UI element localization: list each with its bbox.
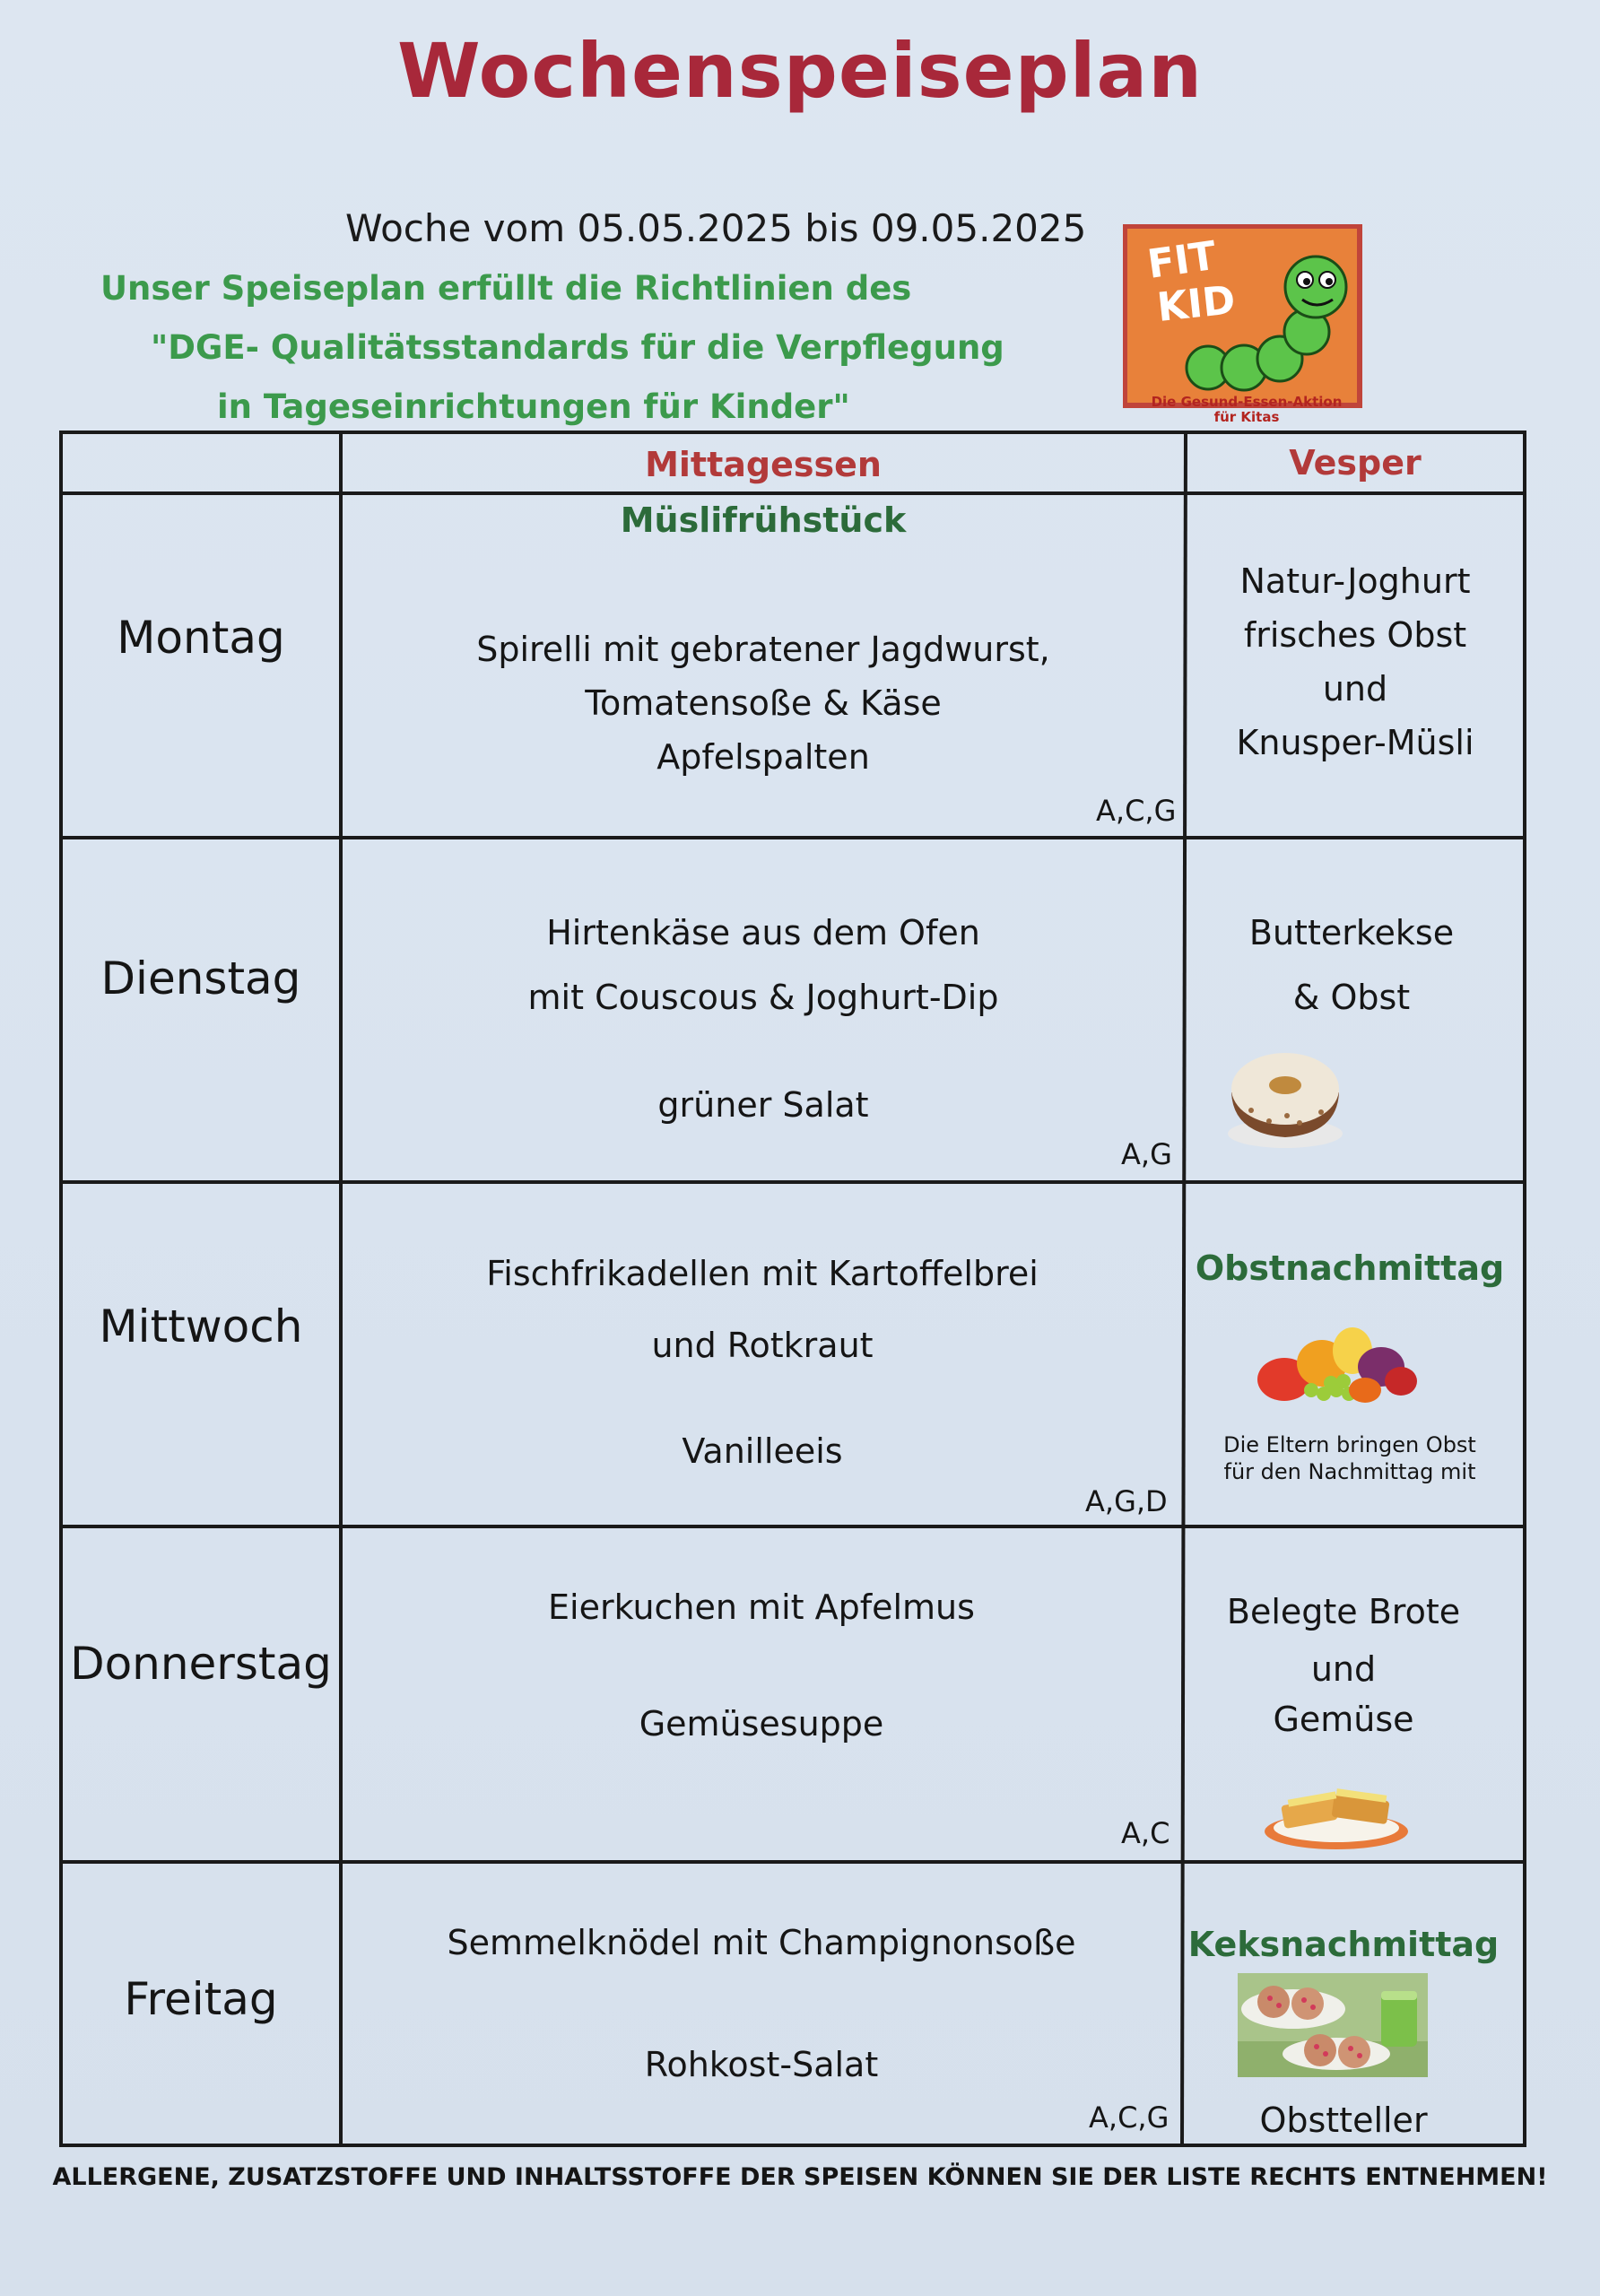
dge-line-2: "DGE- Qualitätsstandards für die Verpflegung xyxy=(151,328,1004,367)
dge-line-3: in Tageseinrichtungen für Kinder" xyxy=(217,387,850,426)
day-freitag: Freitag xyxy=(124,1973,278,2025)
vesper-montag: Natur-Joghurt frisches Obst und Knusper-Müsli xyxy=(1236,561,1474,762)
vesper-note-mittwoch: Die Eltern bringen Obst für den Nachmittag mit xyxy=(1223,1432,1476,1484)
cookies-milk-icon xyxy=(1238,1973,1428,2077)
vesper-title-mittwoch: Obstnachmittag xyxy=(1195,1248,1505,1288)
allergens-donnerstag: A,C xyxy=(1121,1816,1170,1850)
allergens-dienstag: A,G xyxy=(1121,1137,1172,1171)
vesper-title-freitag: Keksnachmittag xyxy=(1187,1925,1500,1964)
day-montag: Montag xyxy=(117,612,285,664)
dge-line-1: Unser Speiseplan erfüllt die Richtlinien des xyxy=(100,269,912,308)
logo-kid: KID xyxy=(1154,277,1238,331)
meal-montag: Spirelli mit gebratener Jagdwurst, Tomatensoße & Käse Apfelspalten xyxy=(476,630,1050,777)
day-dienstag: Dienstag xyxy=(100,952,301,1004)
allergens-freitag: A,C,G xyxy=(1089,2100,1170,2135)
vesper-freitag: Obstteller xyxy=(1259,2100,1428,2140)
fruit-pile-icon xyxy=(1248,1318,1421,1408)
column-header-mittagessen: Mittagessen xyxy=(645,445,882,484)
meal-freitag: Semmelknödel mit Champignonsoße Rohkost-Salat xyxy=(447,1923,1076,2084)
day-donnerstag: Donnerstag xyxy=(70,1638,332,1690)
logo-caption: Die Gesund-Essen-Aktion für Kitas xyxy=(1151,394,1343,425)
allergens-montag: A,C,G xyxy=(1096,794,1177,828)
page-title: Wochenspeiseplan xyxy=(397,27,1203,115)
allergen-footer-note: ALLERGENE, ZUSATZSTOFFE UND INHALTSSTOFFE DER SPEISEN KÖNNEN SIE DER LISTE RECHTS ENTNEHMEN! xyxy=(52,2163,1548,2191)
sandwich-plate-icon xyxy=(1261,1781,1412,1853)
vesper-donnerstag: Belegte Brote und Gemüse xyxy=(1226,1592,1461,1739)
week-range: Woche vom 05.05.2025 bis 09.05.2025 xyxy=(345,206,1087,250)
allergens-mittwoch: A,G,D xyxy=(1085,1484,1168,1518)
day-mittwoch: Mittwoch xyxy=(99,1300,303,1352)
meal-dienstag: Hirtenkäse aus dem Ofen mit Couscous & Joghurt-Dip grüner Salat xyxy=(527,913,999,1125)
column-header-vesper: Vesper xyxy=(1289,443,1422,483)
bundt-cake-icon xyxy=(1224,1039,1346,1150)
vesper-dienstag: Butterkekse & Obst xyxy=(1248,913,1455,1017)
meal-donnerstag: Eierkuchen mit Apfelmus Gemüsesuppe xyxy=(548,1587,975,1744)
logo-fit: FIT xyxy=(1144,232,1220,288)
meal-mittwoch: Fischfrikadellen mit Kartoffelbrei und Rotkraut Vanilleeis xyxy=(486,1254,1039,1471)
special-muesli: Müslifrühstück xyxy=(620,500,907,540)
